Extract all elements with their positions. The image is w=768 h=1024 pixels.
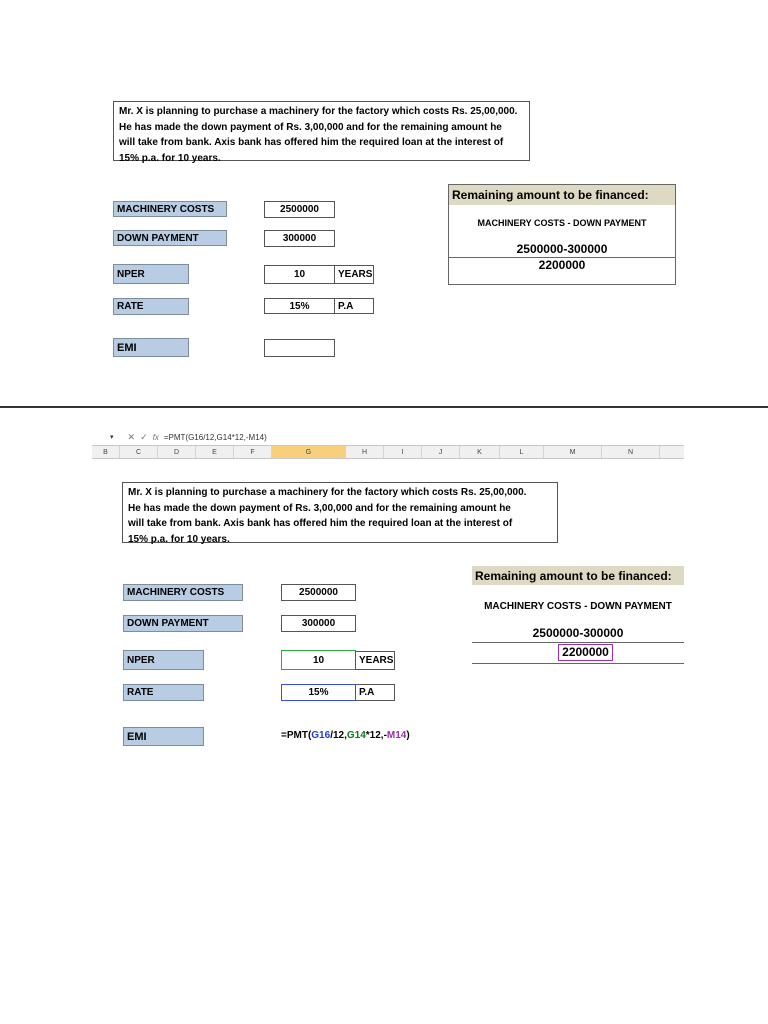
remaining-subtitle: MACHINERY COSTS - DOWN PAYMENT: [477, 218, 647, 228]
rate-label: RATE: [113, 298, 189, 315]
formula-ref-g14: G14: [346, 730, 366, 741]
nper-label: NPER: [123, 650, 204, 670]
column-header[interactable]: N: [602, 446, 660, 458]
problem-line: will take from bank. Axis bank has offered him the required loan at the interest of: [128, 518, 513, 529]
remaining-amount-box-top: [448, 184, 676, 285]
column-header[interactable]: L: [500, 446, 544, 458]
nper-cell[interactable]: 10: [264, 265, 335, 284]
down-payment-cell[interactable]: 300000: [264, 230, 335, 247]
formula-text: *12,-: [365, 730, 387, 741]
problem-line: Mr. X is planning to purchase a machinery for the factory which costs Rs. 25,00,000.: [128, 487, 527, 498]
emi-formula-cell[interactable]: [281, 730, 410, 741]
machinery-costs-label: MACHINERY COSTS: [113, 201, 227, 217]
formula-ref-g16: G16: [311, 730, 331, 741]
section-divider: [0, 406, 768, 408]
column-header[interactable]: F: [234, 446, 272, 458]
remaining-calc: 2500000-300000: [532, 626, 624, 640]
column-header[interactable]: I: [384, 446, 422, 458]
rate-cell[interactable]: 15%: [264, 298, 335, 314]
remaining-result-row: [472, 642, 684, 664]
remaining-amount-box-bottom: [472, 566, 684, 670]
formula-text: ): [406, 730, 410, 741]
column-header-selected[interactable]: G: [272, 446, 346, 458]
problem-line: 15% p.a. for 10 years.: [128, 533, 230, 545]
column-header[interactable]: K: [460, 446, 500, 458]
problem-line: will take from bank. Axis bank has offered him the required loan at the interest of: [119, 137, 504, 148]
column-header[interactable]: H: [346, 446, 384, 458]
remaining-title: Remaining amount to be financed:: [449, 185, 675, 205]
machinery-costs-label: MACHINERY COSTS: [123, 584, 243, 601]
nper-label: NPER: [113, 264, 189, 284]
emi-cell[interactable]: [264, 339, 335, 357]
column-header[interactable]: C: [120, 446, 158, 458]
column-header[interactable]: M: [544, 446, 602, 458]
emi-label: EMI: [123, 727, 204, 746]
remaining-title: Remaining amount to be financed:: [472, 566, 684, 585]
down-payment-label: DOWN PAYMENT: [123, 615, 243, 632]
down-payment-label: DOWN PAYMENT: [113, 230, 227, 246]
function-icon[interactable]: fx: [152, 432, 159, 442]
column-headers: [92, 445, 684, 459]
formula-text: =PMT(: [281, 730, 312, 741]
problem-statement-top: [113, 101, 530, 164]
problem-line: He has made the down payment of Rs. 3,00,000 and for the remaining amount he: [119, 121, 502, 133]
column-header[interactable]: E: [196, 446, 234, 458]
problem-line: 15% p.a. for 10 years.: [119, 152, 221, 164]
rate-cell[interactable]: 15%: [281, 684, 356, 701]
column-header[interactable]: B: [92, 446, 120, 458]
enter-icon[interactable]: ✓: [140, 431, 148, 442]
column-header[interactable]: D: [158, 446, 196, 458]
problem-line: He has made the down payment of Rs. 3,00,000 and for the remaining amount he: [128, 502, 511, 514]
problem-line: Mr. X is planning to purchase a machinery for the factory which costs Rs. 25,00,000.: [119, 106, 518, 117]
formula-bar: [92, 430, 684, 444]
remaining-result[interactable]: 2200000: [449, 257, 675, 277]
nper-unit: YEARS: [355, 651, 395, 670]
formula-text: /12,: [330, 730, 347, 741]
rate-unit: P.A: [355, 684, 395, 701]
nper-cell[interactable]: 10: [281, 650, 356, 670]
rate-label: RATE: [123, 684, 204, 701]
column-header[interactable]: J: [422, 446, 460, 458]
remaining-result[interactable]: 2200000: [558, 644, 613, 661]
machinery-costs-cell[interactable]: 2500000: [264, 201, 335, 218]
dropdown-icon[interactable]: ▾: [110, 434, 114, 441]
down-payment-cell[interactable]: 300000: [281, 615, 356, 632]
rate-unit: P.A: [334, 298, 374, 314]
formula-bar-content[interactable]: =PMT(G16/12,G14*12,-M14): [163, 432, 267, 442]
remaining-subtitle: MACHINERY COSTS - DOWN PAYMENT: [484, 601, 672, 612]
nper-unit: YEARS: [334, 265, 374, 284]
problem-statement-bottom: [122, 482, 558, 543]
cancel-icon[interactable]: ✕: [127, 431, 136, 442]
formula-ref-m14: M14: [386, 730, 407, 741]
emi-label: EMI: [113, 338, 189, 357]
remaining-calc: 2500000-300000: [516, 242, 608, 256]
machinery-costs-cell[interactable]: 2500000: [281, 584, 356, 601]
